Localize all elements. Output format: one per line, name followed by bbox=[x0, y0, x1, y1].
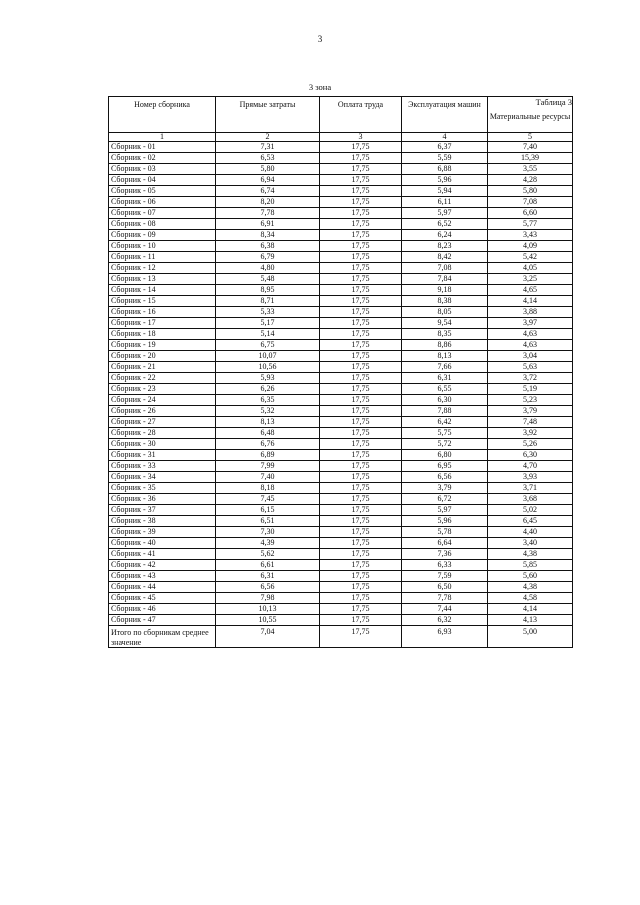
machine-operation-cell: 6,31 bbox=[402, 373, 488, 384]
machine-operation-cell: 7,44 bbox=[402, 604, 488, 615]
table-row bbox=[109, 208, 573, 219]
direct-costs-cell: 7,78 bbox=[216, 208, 320, 219]
direct-costs-cell: 7,99 bbox=[216, 461, 320, 472]
header-machine-operation: Эксплуатация машин bbox=[402, 97, 488, 133]
direct-costs-cell: 5,93 bbox=[216, 373, 320, 384]
total-row bbox=[109, 626, 573, 648]
collection-name-cell: Сборник - 03 bbox=[109, 164, 216, 175]
labor-payment-cell: 17,75 bbox=[320, 197, 402, 208]
machine-operation-cell: 8,05 bbox=[402, 307, 488, 318]
machine-operation-cell: 6,64 bbox=[402, 538, 488, 549]
collection-name-cell: Сборник - 33 bbox=[109, 461, 216, 472]
direct-costs-cell: 10,13 bbox=[216, 604, 320, 615]
machine-operation-cell: 7,59 bbox=[402, 571, 488, 582]
collection-name-cell: Сборник - 05 bbox=[109, 186, 216, 197]
labor-payment-cell: 17,75 bbox=[320, 538, 402, 549]
labor-payment-cell: 17,75 bbox=[320, 241, 402, 252]
collection-name-cell: Сборник - 14 bbox=[109, 285, 216, 296]
collection-name-cell: Сборник - 19 bbox=[109, 340, 216, 351]
collection-name-cell: Сборник - 18 bbox=[109, 329, 216, 340]
labor-payment-cell: 17,75 bbox=[320, 439, 402, 450]
material-resources-cell: 6,60 bbox=[488, 208, 573, 219]
table-row bbox=[109, 351, 573, 362]
table-row bbox=[109, 263, 573, 274]
machine-operation-cell: 6,37 bbox=[402, 142, 488, 153]
table-row bbox=[109, 186, 573, 197]
header-labor-payment: Оплата труда bbox=[320, 97, 402, 133]
collection-name-cell: Сборник - 10 bbox=[109, 241, 216, 252]
machine-operation-cell: 6,42 bbox=[402, 417, 488, 428]
machine-operation-cell: 5,97 bbox=[402, 505, 488, 516]
collection-name-cell: Сборник - 09 bbox=[109, 230, 216, 241]
collection-name-cell: Сборник - 31 bbox=[109, 450, 216, 461]
direct-costs-cell: 6,51 bbox=[216, 516, 320, 527]
collection-name-cell: Сборник - 20 bbox=[109, 351, 216, 362]
material-resources-cell: 4,38 bbox=[488, 549, 573, 560]
table-row bbox=[109, 439, 573, 450]
direct-costs-cell: 5,17 bbox=[216, 318, 320, 329]
machine-operation-cell: 7,08 bbox=[402, 263, 488, 274]
collection-name-cell: Сборник - 28 bbox=[109, 428, 216, 439]
machine-operation-cell: 7,78 bbox=[402, 593, 488, 604]
collection-name-cell: Сборник - 47 bbox=[109, 615, 216, 626]
labor-payment-cell: 17,75 bbox=[320, 208, 402, 219]
column-number-row bbox=[109, 133, 573, 142]
table-row bbox=[109, 252, 573, 263]
column-number: 4 bbox=[402, 133, 488, 142]
machine-operation-cell: 5,78 bbox=[402, 527, 488, 538]
machine-operation-cell: 5,59 bbox=[402, 153, 488, 164]
table-row bbox=[109, 362, 573, 373]
material-resources-cell: 4,13 bbox=[488, 615, 573, 626]
table-row bbox=[109, 395, 573, 406]
table-row bbox=[109, 571, 573, 582]
collection-name-cell: Сборник - 08 bbox=[109, 219, 216, 230]
column-number: 5 bbox=[488, 133, 573, 142]
material-resources-cell: 4,63 bbox=[488, 329, 573, 340]
direct-costs-cell: 6,26 bbox=[216, 384, 320, 395]
direct-costs-cell: 6,79 bbox=[216, 252, 320, 263]
machine-operation-cell: 6,33 bbox=[402, 560, 488, 571]
collection-name-cell: Сборник - 45 bbox=[109, 593, 216, 604]
machine-operation-cell: 8,86 bbox=[402, 340, 488, 351]
direct-costs-cell: 6,38 bbox=[216, 241, 320, 252]
collection-name-cell: Сборник - 46 bbox=[109, 604, 216, 615]
table-row bbox=[109, 384, 573, 395]
labor-payment-cell: 17,75 bbox=[320, 549, 402, 560]
material-resources-cell: 4,14 bbox=[488, 604, 573, 615]
direct-costs-cell: 6,75 bbox=[216, 340, 320, 351]
labor-payment-cell: 17,75 bbox=[320, 329, 402, 340]
labor-payment-cell: 17,75 bbox=[320, 175, 402, 186]
material-resources-cell: 3,68 bbox=[488, 494, 573, 505]
table-row bbox=[109, 296, 573, 307]
collection-name-cell: Сборник - 24 bbox=[109, 395, 216, 406]
direct-costs-cell: 10,07 bbox=[216, 351, 320, 362]
material-resources-cell: 3,55 bbox=[488, 164, 573, 175]
table-row bbox=[109, 472, 573, 483]
labor-payment-cell: 17,75 bbox=[320, 362, 402, 373]
table-row bbox=[109, 582, 573, 593]
machine-operation-cell: 5,96 bbox=[402, 516, 488, 527]
direct-costs-cell: 5,48 bbox=[216, 274, 320, 285]
table-row bbox=[109, 428, 573, 439]
collection-name-cell: Сборник - 16 bbox=[109, 307, 216, 318]
table-row bbox=[109, 406, 573, 417]
labor-payment-cell: 17,75 bbox=[320, 318, 402, 329]
material-resources-cell: 5,19 bbox=[488, 384, 573, 395]
labor-payment-cell: 17,75 bbox=[320, 505, 402, 516]
machine-operation-cell: 6,50 bbox=[402, 582, 488, 593]
table-row bbox=[109, 318, 573, 329]
direct-costs-cell: 7,45 bbox=[216, 494, 320, 505]
direct-costs-cell: 8,34 bbox=[216, 230, 320, 241]
table-row bbox=[109, 560, 573, 571]
total-labor-payment-cell: 17,75 bbox=[320, 626, 402, 648]
collection-name-cell: Сборник - 36 bbox=[109, 494, 216, 505]
labor-payment-cell: 17,75 bbox=[320, 527, 402, 538]
material-resources-cell: 5,42 bbox=[488, 252, 573, 263]
material-resources-cell: 3,43 bbox=[488, 230, 573, 241]
collection-name-cell: Сборник - 44 bbox=[109, 582, 216, 593]
direct-costs-cell: 10,56 bbox=[216, 362, 320, 373]
machine-operation-cell: 6,80 bbox=[402, 450, 488, 461]
material-resources-cell: 5,80 bbox=[488, 186, 573, 197]
labor-payment-cell: 17,75 bbox=[320, 593, 402, 604]
direct-costs-cell: 6,35 bbox=[216, 395, 320, 406]
column-number: 3 bbox=[320, 133, 402, 142]
labor-payment-cell: 17,75 bbox=[320, 483, 402, 494]
material-resources-cell: 15,39 bbox=[488, 153, 573, 164]
machine-operation-cell: 7,88 bbox=[402, 406, 488, 417]
machine-operation-cell: 6,88 bbox=[402, 164, 488, 175]
labor-payment-cell: 17,75 bbox=[320, 494, 402, 505]
collection-name-cell: Сборник - 38 bbox=[109, 516, 216, 527]
machine-operation-cell: 6,11 bbox=[402, 197, 488, 208]
table-row bbox=[109, 142, 573, 153]
table-row bbox=[109, 230, 573, 241]
direct-costs-cell: 6,91 bbox=[216, 219, 320, 230]
labor-payment-cell: 17,75 bbox=[320, 395, 402, 406]
direct-costs-cell: 7,31 bbox=[216, 142, 320, 153]
material-resources-cell: 4,40 bbox=[488, 527, 573, 538]
collection-name-cell: Сборник - 02 bbox=[109, 153, 216, 164]
material-resources-cell: 4,09 bbox=[488, 241, 573, 252]
machine-operation-cell: 7,36 bbox=[402, 549, 488, 560]
machine-operation-cell: 3,79 bbox=[402, 483, 488, 494]
table-row bbox=[109, 615, 573, 626]
collection-name-cell: Сборник - 30 bbox=[109, 439, 216, 450]
direct-costs-cell: 4,80 bbox=[216, 263, 320, 274]
collection-name-cell: Сборник - 17 bbox=[109, 318, 216, 329]
labor-payment-cell: 17,75 bbox=[320, 450, 402, 461]
machine-operation-cell: 5,96 bbox=[402, 175, 488, 186]
collection-name-cell: Сборник - 34 bbox=[109, 472, 216, 483]
table-label: Таблица 3 bbox=[535, 97, 572, 107]
direct-costs-cell: 5,32 bbox=[216, 406, 320, 417]
direct-costs-cell: 8,13 bbox=[216, 417, 320, 428]
direct-costs-cell: 6,89 bbox=[216, 450, 320, 461]
labor-payment-cell: 17,75 bbox=[320, 274, 402, 285]
table-row bbox=[109, 549, 573, 560]
table-row bbox=[109, 219, 573, 230]
collection-name-cell: Сборник - 04 bbox=[109, 175, 216, 186]
machine-operation-cell: 9,54 bbox=[402, 318, 488, 329]
labor-payment-cell: 17,75 bbox=[320, 406, 402, 417]
column-number: 2 bbox=[216, 133, 320, 142]
labor-payment-cell: 17,75 bbox=[320, 186, 402, 197]
machine-operation-cell: 6,72 bbox=[402, 494, 488, 505]
labor-payment-cell: 17,75 bbox=[320, 153, 402, 164]
labor-payment-cell: 17,75 bbox=[320, 373, 402, 384]
machine-operation-cell: 6,30 bbox=[402, 395, 488, 406]
machine-operation-cell: 5,75 bbox=[402, 428, 488, 439]
labor-payment-cell: 17,75 bbox=[320, 472, 402, 483]
table-row bbox=[109, 516, 573, 527]
material-resources-cell: 5,02 bbox=[488, 505, 573, 516]
material-resources-cell: 3,97 bbox=[488, 318, 573, 329]
material-resources-cell: 5,77 bbox=[488, 219, 573, 230]
collection-name-cell: Сборник - 23 bbox=[109, 384, 216, 395]
total-material-resources-cell: 5,00 bbox=[488, 626, 573, 648]
table-row bbox=[109, 483, 573, 494]
direct-costs-cell: 8,95 bbox=[216, 285, 320, 296]
table-row bbox=[109, 373, 573, 384]
material-resources-cell: 3,79 bbox=[488, 406, 573, 417]
direct-costs-cell: 6,74 bbox=[216, 186, 320, 197]
machine-operation-cell: 6,55 bbox=[402, 384, 488, 395]
direct-costs-cell: 8,18 bbox=[216, 483, 320, 494]
table-row bbox=[109, 285, 573, 296]
machine-operation-cell: 6,24 bbox=[402, 230, 488, 241]
table-row bbox=[109, 527, 573, 538]
material-resources-cell: 3,40 bbox=[488, 538, 573, 549]
material-resources-cell: 3,93 bbox=[488, 472, 573, 483]
direct-costs-cell: 6,56 bbox=[216, 582, 320, 593]
material-resources-cell: 4,65 bbox=[488, 285, 573, 296]
table-row bbox=[109, 505, 573, 516]
page-number: 3 bbox=[317, 34, 323, 44]
material-resources-cell: 7,08 bbox=[488, 197, 573, 208]
machine-operation-cell: 7,84 bbox=[402, 274, 488, 285]
labor-payment-cell: 17,75 bbox=[320, 340, 402, 351]
table-row bbox=[109, 241, 573, 252]
material-resources-cell: 3,04 bbox=[488, 351, 573, 362]
table-row bbox=[109, 461, 573, 472]
direct-costs-cell: 10,55 bbox=[216, 615, 320, 626]
table-row bbox=[109, 340, 573, 351]
direct-costs-cell: 6,76 bbox=[216, 439, 320, 450]
material-resources-cell: 3,71 bbox=[488, 483, 573, 494]
direct-costs-cell: 5,33 bbox=[216, 307, 320, 318]
collection-name-cell: Сборник - 22 bbox=[109, 373, 216, 384]
table-row bbox=[109, 164, 573, 175]
labor-payment-cell: 17,75 bbox=[320, 615, 402, 626]
labor-payment-cell: 17,75 bbox=[320, 604, 402, 615]
machine-operation-cell: 9,18 bbox=[402, 285, 488, 296]
collection-name-cell: Сборник - 21 bbox=[109, 362, 216, 373]
collection-name-cell: Сборник - 07 bbox=[109, 208, 216, 219]
collection-name-cell: Сборник - 15 bbox=[109, 296, 216, 307]
labor-payment-cell: 17,75 bbox=[320, 307, 402, 318]
table-row bbox=[109, 417, 573, 428]
material-resources-cell: 4,38 bbox=[488, 582, 573, 593]
labor-payment-cell: 17,75 bbox=[320, 230, 402, 241]
material-resources-cell: 4,58 bbox=[488, 593, 573, 604]
direct-costs-cell: 7,40 bbox=[216, 472, 320, 483]
machine-operation-cell: 6,52 bbox=[402, 219, 488, 230]
table-row bbox=[109, 604, 573, 615]
collection-name-cell: Сборник - 42 bbox=[109, 560, 216, 571]
cost-index-table bbox=[108, 96, 573, 648]
collection-name-cell: Сборник - 26 bbox=[109, 406, 216, 417]
collection-name-cell: Сборник - 27 bbox=[109, 417, 216, 428]
machine-operation-cell: 8,35 bbox=[402, 329, 488, 340]
labor-payment-cell: 17,75 bbox=[320, 296, 402, 307]
labor-payment-cell: 17,75 bbox=[320, 351, 402, 362]
direct-costs-cell: 6,61 bbox=[216, 560, 320, 571]
direct-costs-cell: 6,53 bbox=[216, 153, 320, 164]
labor-payment-cell: 17,75 bbox=[320, 285, 402, 296]
table-row bbox=[109, 494, 573, 505]
material-resources-cell: 5,23 bbox=[488, 395, 573, 406]
collection-name-cell: Сборник - 06 bbox=[109, 197, 216, 208]
table-row bbox=[109, 197, 573, 208]
table-row bbox=[109, 175, 573, 186]
labor-payment-cell: 17,75 bbox=[320, 560, 402, 571]
collection-name-cell: Сборник - 01 bbox=[109, 142, 216, 153]
header-row bbox=[109, 97, 573, 133]
direct-costs-cell: 8,71 bbox=[216, 296, 320, 307]
material-resources-cell: 4,28 bbox=[488, 175, 573, 186]
machine-operation-cell: 5,72 bbox=[402, 439, 488, 450]
collection-name-cell: Сборник - 11 bbox=[109, 252, 216, 263]
header-material-resources: Материальные ресурсы bbox=[488, 97, 573, 133]
direct-costs-cell: 5,14 bbox=[216, 329, 320, 340]
total-direct-costs-cell: 7,04 bbox=[216, 626, 320, 648]
collection-name-cell: Сборник - 13 bbox=[109, 274, 216, 285]
material-resources-cell: 5,85 bbox=[488, 560, 573, 571]
direct-costs-cell: 5,80 bbox=[216, 164, 320, 175]
machine-operation-cell: 8,38 bbox=[402, 296, 488, 307]
direct-costs-cell: 6,15 bbox=[216, 505, 320, 516]
direct-costs-cell: 7,98 bbox=[216, 593, 320, 604]
collection-name-cell: Сборник - 37 bbox=[109, 505, 216, 516]
labor-payment-cell: 17,75 bbox=[320, 252, 402, 263]
zone-title: 3 зона bbox=[308, 82, 332, 92]
machine-operation-cell: 5,94 bbox=[402, 186, 488, 197]
labor-payment-cell: 17,75 bbox=[320, 571, 402, 582]
header-collection-number: Номер сборника bbox=[109, 97, 216, 133]
collection-name-cell: Сборник - 12 bbox=[109, 263, 216, 274]
direct-costs-cell: 6,94 bbox=[216, 175, 320, 186]
table-row bbox=[109, 593, 573, 604]
direct-costs-cell: 6,31 bbox=[216, 571, 320, 582]
labor-payment-cell: 17,75 bbox=[320, 461, 402, 472]
material-resources-cell: 7,40 bbox=[488, 142, 573, 153]
labor-payment-cell: 17,75 bbox=[320, 263, 402, 274]
labor-payment-cell: 17,75 bbox=[320, 142, 402, 153]
table-row bbox=[109, 307, 573, 318]
material-resources-cell: 6,30 bbox=[488, 450, 573, 461]
table-row bbox=[109, 153, 573, 164]
total-machine-operation-cell: 6,93 bbox=[402, 626, 488, 648]
material-resources-cell: 4,63 bbox=[488, 340, 573, 351]
material-resources-cell: 5,63 bbox=[488, 362, 573, 373]
labor-payment-cell: 17,75 bbox=[320, 516, 402, 527]
direct-costs-cell: 5,62 bbox=[216, 549, 320, 560]
total-collection-name-cell: Итого по сборникам среднее значение bbox=[109, 626, 216, 648]
material-resources-cell: 7,48 bbox=[488, 417, 573, 428]
table-row bbox=[109, 538, 573, 549]
column-number: 1 bbox=[109, 133, 216, 142]
material-resources-cell: 4,05 bbox=[488, 263, 573, 274]
machine-operation-cell: 8,23 bbox=[402, 241, 488, 252]
direct-costs-cell: 7,30 bbox=[216, 527, 320, 538]
collection-name-cell: Сборник - 43 bbox=[109, 571, 216, 582]
material-resources-cell: 5,26 bbox=[488, 439, 573, 450]
material-resources-cell: 4,70 bbox=[488, 461, 573, 472]
material-resources-cell: 4,14 bbox=[488, 296, 573, 307]
machine-operation-cell: 5,97 bbox=[402, 208, 488, 219]
labor-payment-cell: 17,75 bbox=[320, 219, 402, 230]
header-direct-costs: Прямые затраты bbox=[216, 97, 320, 133]
collection-name-cell: Сборник - 40 bbox=[109, 538, 216, 549]
material-resources-cell: 5,60 bbox=[488, 571, 573, 582]
machine-operation-cell: 6,32 bbox=[402, 615, 488, 626]
machine-operation-cell: 7,66 bbox=[402, 362, 488, 373]
material-resources-cell: 3,88 bbox=[488, 307, 573, 318]
table-row bbox=[109, 274, 573, 285]
labor-payment-cell: 17,75 bbox=[320, 582, 402, 593]
collection-name-cell: Сборник - 41 bbox=[109, 549, 216, 560]
direct-costs-cell: 4,39 bbox=[216, 538, 320, 549]
material-resources-cell: 3,25 bbox=[488, 274, 573, 285]
material-resources-cell: 6,45 bbox=[488, 516, 573, 527]
labor-payment-cell: 17,75 bbox=[320, 428, 402, 439]
direct-costs-cell: 8,20 bbox=[216, 197, 320, 208]
collection-name-cell: Сборник - 35 bbox=[109, 483, 216, 494]
machine-operation-cell: 6,56 bbox=[402, 472, 488, 483]
table-row bbox=[109, 450, 573, 461]
table-row bbox=[109, 329, 573, 340]
labor-payment-cell: 17,75 bbox=[320, 384, 402, 395]
direct-costs-cell: 6,48 bbox=[216, 428, 320, 439]
collection-name-cell: Сборник - 39 bbox=[109, 527, 216, 538]
material-resources-cell: 3,72 bbox=[488, 373, 573, 384]
machine-operation-cell: 8,42 bbox=[402, 252, 488, 263]
machine-operation-cell: 8,13 bbox=[402, 351, 488, 362]
machine-operation-cell: 6,95 bbox=[402, 461, 488, 472]
labor-payment-cell: 17,75 bbox=[320, 164, 402, 175]
material-resources-cell: 3,92 bbox=[488, 428, 573, 439]
labor-payment-cell: 17,75 bbox=[320, 417, 402, 428]
